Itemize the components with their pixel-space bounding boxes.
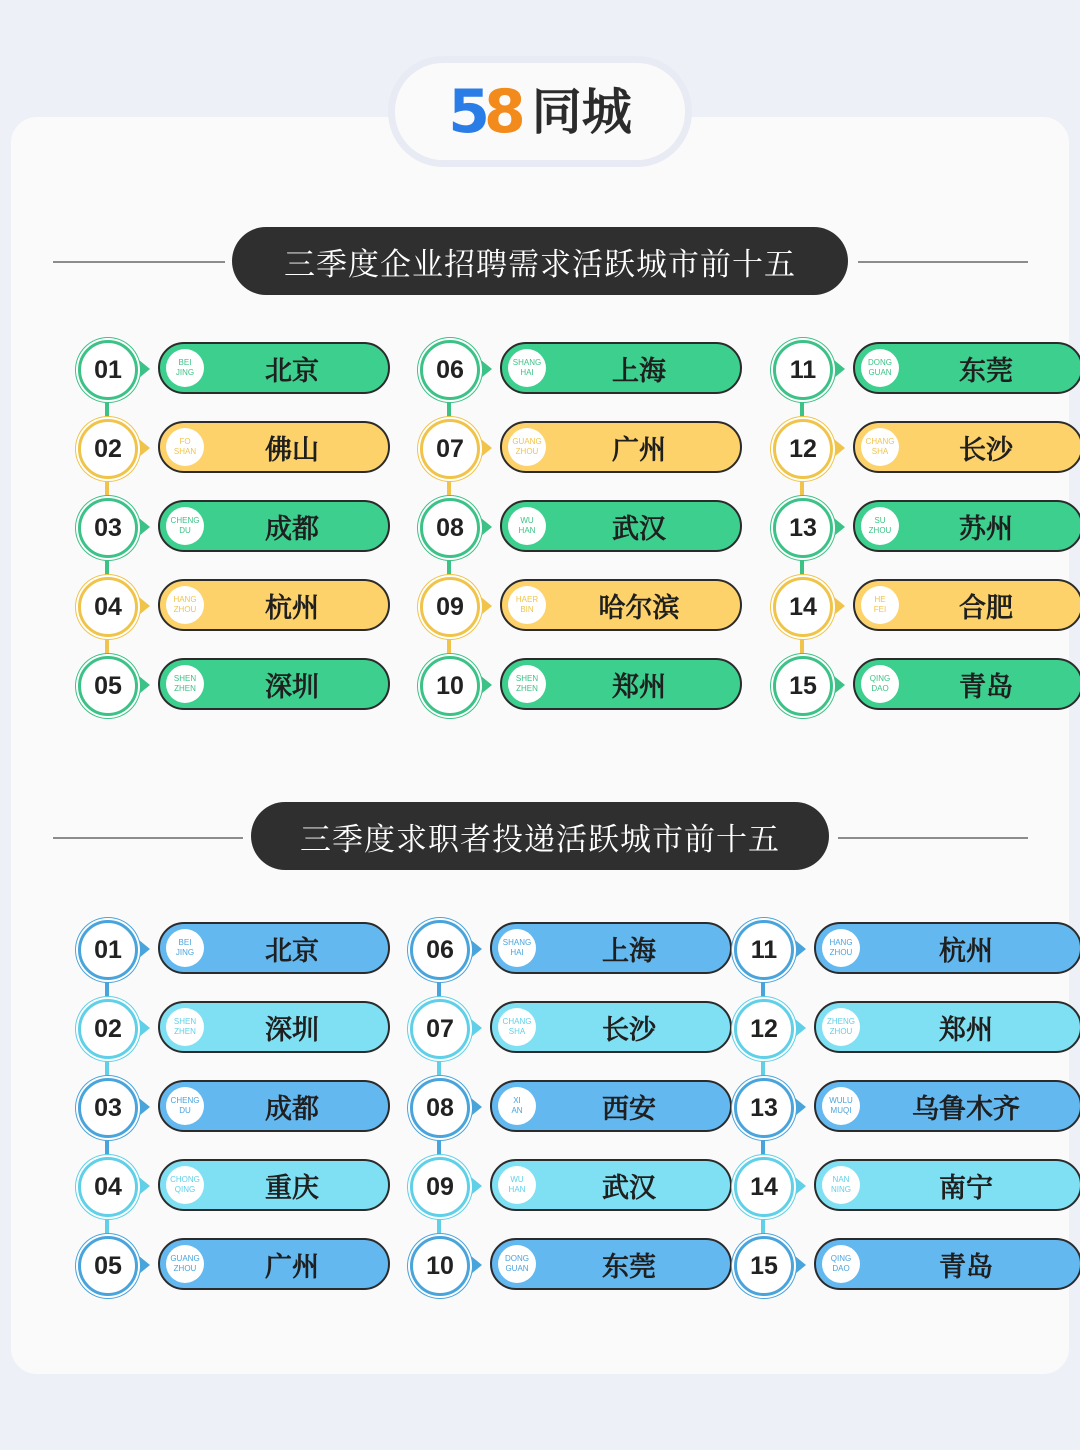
city-name: 佛山 (265, 434, 319, 466)
city-name: 西安 (602, 1093, 656, 1125)
pinyin-syllable: SHA (508, 1027, 526, 1036)
pinyin-syllable: CHENG (170, 1096, 200, 1105)
city-pinyin-badge (861, 349, 899, 387)
rank-pointer-icon (481, 360, 492, 378)
pinyin-syllable: WU (510, 1175, 524, 1184)
city-rank-row (420, 498, 680, 556)
city-pinyin-badge (508, 349, 546, 387)
rank-number-badge: 04 (78, 577, 138, 637)
section1-column-3 (773, 340, 1033, 735)
city-pinyin-badge (166, 507, 204, 545)
rank-number-badge: 09 (420, 577, 480, 637)
city-name: 广州 (265, 1251, 319, 1283)
city-pinyin-badge (861, 507, 899, 545)
rank-number-badge: 09 (410, 1157, 470, 1217)
city-name-pill (158, 1159, 390, 1211)
city-pinyin-badge (498, 1087, 536, 1125)
city-name-pill (158, 1001, 390, 1053)
rank-number-badge: 13 (773, 498, 833, 558)
city-pinyin-badge (508, 428, 546, 466)
pinyin-syllable: GUAN (868, 368, 892, 377)
section1-rule-right (858, 261, 1028, 263)
pinyin-syllable: SHEN (173, 674, 197, 683)
city-rank-row (420, 656, 680, 714)
rank-number-badge: 01 (78, 920, 138, 980)
city-name: 东莞 (959, 355, 1013, 387)
city-rank-row (78, 1236, 338, 1294)
city-name-pill (500, 658, 742, 710)
city-pinyin-badge (166, 1008, 204, 1046)
pinyin-syllable: SHA (871, 447, 889, 456)
city-rank-row (78, 1078, 338, 1136)
pinyin-syllable: NAN (832, 1175, 850, 1184)
city-pinyin-badge (822, 929, 860, 967)
pinyin-syllable: DU (179, 526, 191, 535)
pinyin-syllable: ZHOU (173, 605, 197, 614)
city-name-pill (814, 1001, 1080, 1053)
city-rank-row (734, 920, 994, 978)
rank-number-badge: 05 (78, 1236, 138, 1296)
city-rank-row (410, 1157, 670, 1215)
rank-pointer-icon (139, 1256, 150, 1274)
pinyin-syllable: AN (511, 1106, 523, 1115)
city-name: 长沙 (959, 434, 1013, 466)
pinyin-syllable: SHANG (512, 358, 542, 367)
city-rank-row (410, 1236, 670, 1294)
rank-number-badge: 05 (78, 656, 138, 716)
city-name-pill (158, 922, 390, 974)
city-name: 南宁 (939, 1172, 993, 1204)
rank-number-badge: 10 (420, 656, 480, 716)
logo-digit-eight: 8 (484, 76, 526, 147)
pinyin-syllable: HE (874, 595, 886, 604)
city-name: 哈尔滨 (598, 592, 680, 624)
city-pinyin-badge (498, 1166, 536, 1204)
logo-brand-name: 同城 (531, 82, 632, 141)
rank-pointer-icon (139, 940, 150, 958)
pinyin-syllable: CHONG (170, 1175, 200, 1184)
section2-rule-right (838, 837, 1028, 839)
city-name-pill (853, 658, 1080, 710)
pinyin-syllable: BEI (178, 358, 192, 367)
pinyin-syllable: NING (831, 1185, 851, 1194)
city-rank-row (773, 419, 1033, 477)
city-name-pill (158, 579, 390, 631)
pinyin-syllable: HANG (829, 938, 853, 947)
pinyin-syllable: HAN (508, 1185, 526, 1194)
pinyin-syllable: HANG (173, 595, 197, 604)
section2-column-2 (410, 920, 670, 1315)
city-rank-row (410, 920, 670, 978)
rank-number-badge: 15 (734, 1236, 794, 1296)
city-pinyin-badge (822, 1087, 860, 1125)
city-name-pill (500, 342, 742, 394)
city-rank-row (773, 498, 1033, 556)
pinyin-syllable: FO (179, 437, 191, 446)
city-name: 武汉 (612, 513, 666, 545)
rank-pointer-icon (139, 1098, 150, 1116)
rank-number-badge: 03 (78, 1078, 138, 1138)
city-name: 广州 (612, 434, 666, 466)
city-name: 武汉 (602, 1172, 656, 1204)
rank-pointer-icon (834, 676, 845, 694)
city-name-pill (853, 500, 1080, 552)
city-rank-row (420, 419, 680, 477)
city-rank-row (78, 577, 338, 635)
pinyin-syllable: MUQI (830, 1106, 852, 1115)
city-rank-row (734, 999, 994, 1057)
city-name: 成都 (265, 513, 319, 545)
city-name-pill (853, 421, 1080, 473)
rank-pointer-icon (471, 940, 482, 958)
rank-number-badge: 06 (410, 920, 470, 980)
pinyin-syllable: ZHOU (173, 1264, 197, 1273)
rank-pointer-icon (471, 1019, 482, 1037)
rank-pointer-icon (471, 1098, 482, 1116)
city-pinyin-badge (822, 1008, 860, 1046)
city-name-pill (490, 1159, 732, 1211)
pinyin-syllable: JING (175, 368, 195, 377)
city-name: 郑州 (939, 1014, 993, 1046)
brand-logo (448, 76, 632, 147)
city-name-pill (814, 922, 1080, 974)
rank-pointer-icon (795, 1019, 806, 1037)
section2-column-3 (734, 920, 1020, 1315)
pinyin-syllable: ZHOU (868, 526, 892, 535)
city-name-pill (500, 421, 742, 473)
city-name-pill (853, 342, 1080, 394)
city-name-pill (158, 421, 390, 473)
section1-column-2 (420, 340, 680, 735)
section2-column-1 (78, 920, 338, 1315)
pinyin-syllable: GUAN (505, 1264, 529, 1273)
pinyin-syllable: DAO (871, 684, 889, 693)
city-pinyin-badge (508, 665, 546, 703)
rank-number-badge: 01 (78, 340, 138, 400)
rank-pointer-icon (139, 1177, 150, 1195)
city-name: 青岛 (959, 671, 1013, 703)
city-name: 郑州 (612, 671, 666, 703)
pinyin-syllable: WU (520, 516, 534, 525)
rank-number-badge: 07 (420, 419, 480, 479)
pinyin-syllable: DONG (868, 358, 892, 367)
rank-pointer-icon (471, 1256, 482, 1274)
city-pinyin-badge (166, 1087, 204, 1125)
rank-pointer-icon (795, 1177, 806, 1195)
pinyin-syllable: ZHEN (174, 684, 196, 693)
city-rank-row (78, 999, 338, 1057)
pinyin-syllable: SHANG (502, 938, 532, 947)
rank-pointer-icon (795, 1098, 806, 1116)
city-name: 东莞 (602, 1251, 656, 1283)
brand-logo-badge (395, 63, 685, 160)
rank-pointer-icon (834, 360, 845, 378)
city-pinyin-badge (508, 507, 546, 545)
city-pinyin-badge (498, 929, 536, 967)
pinyin-syllable: SU (874, 516, 886, 525)
pinyin-syllable: ZHEN (516, 684, 538, 693)
city-pinyin-badge (166, 586, 204, 624)
pinyin-syllable: CHANG (502, 1017, 532, 1026)
city-pinyin-badge (498, 1008, 536, 1046)
rank-pointer-icon (139, 360, 150, 378)
city-name: 合肥 (959, 592, 1013, 624)
rank-pointer-icon (481, 518, 492, 536)
city-pinyin-badge (166, 1245, 204, 1283)
pinyin-syllable: SHEN (515, 674, 539, 683)
city-name-pill (490, 1080, 732, 1132)
city-pinyin-badge (166, 428, 204, 466)
pinyin-syllable: HAN (518, 526, 536, 535)
rank-pointer-icon (834, 518, 845, 536)
city-name: 乌鲁木齐 (912, 1093, 1020, 1125)
city-name-pill (158, 1080, 390, 1132)
city-name: 苏州 (959, 513, 1013, 545)
city-name: 上海 (602, 935, 656, 967)
rank-pointer-icon (139, 439, 150, 457)
rank-pointer-icon (481, 676, 492, 694)
city-rank-row (734, 1078, 1020, 1136)
rank-pointer-icon (481, 439, 492, 457)
rank-number-badge: 12 (734, 999, 794, 1059)
city-name-pill (158, 1238, 390, 1290)
city-name: 长沙 (602, 1014, 656, 1046)
city-name: 杭州 (939, 935, 993, 967)
rank-number-badge: 14 (773, 577, 833, 637)
pinyin-syllable: SHEN (173, 1017, 197, 1026)
city-name-pill (814, 1159, 1080, 1211)
city-rank-row (734, 1236, 994, 1294)
city-name-pill (158, 658, 390, 710)
rank-pointer-icon (139, 518, 150, 536)
rank-pointer-icon (834, 439, 845, 457)
rank-pointer-icon (481, 597, 492, 615)
city-rank-row (78, 656, 338, 714)
rank-number-badge: 07 (410, 999, 470, 1059)
rank-number-badge: 15 (773, 656, 833, 716)
pinyin-syllable: XI (513, 1096, 521, 1105)
city-pinyin-badge (166, 349, 204, 387)
city-rank-row (420, 577, 680, 635)
city-name-pill (814, 1238, 1080, 1290)
city-pinyin-badge (166, 1166, 204, 1204)
city-pinyin-badge (861, 428, 899, 466)
pinyin-syllable: QING (830, 1254, 852, 1263)
rank-number-badge: 14 (734, 1157, 794, 1217)
rank-pointer-icon (139, 1019, 150, 1037)
pinyin-syllable: GUANG (512, 437, 542, 446)
rank-number-badge: 04 (78, 1157, 138, 1217)
pinyin-syllable: CHENG (170, 516, 200, 525)
city-name: 北京 (265, 935, 319, 967)
pinyin-syllable: CHANG (865, 437, 895, 446)
city-pinyin-badge (861, 586, 899, 624)
section2-title: 三季度求职者投递活跃城市前十五 (251, 802, 829, 870)
pinyin-syllable: DONG (505, 1254, 529, 1263)
city-rank-row (773, 656, 1033, 714)
city-name: 重庆 (265, 1172, 319, 1204)
pinyin-syllable: ZHOU (515, 447, 539, 456)
rank-pointer-icon (795, 1256, 806, 1274)
rank-number-badge: 10 (410, 1236, 470, 1296)
city-rank-row (78, 498, 338, 556)
pinyin-syllable: DU (179, 1106, 191, 1115)
city-name: 北京 (265, 355, 319, 387)
city-name-pill (490, 1238, 732, 1290)
pinyin-syllable: ZHENG (827, 1017, 855, 1026)
rank-number-badge: 11 (773, 340, 833, 400)
city-name: 成都 (265, 1093, 319, 1125)
city-name-pill (853, 579, 1080, 631)
pinyin-syllable: QING (174, 1185, 196, 1194)
city-pinyin-badge (498, 1245, 536, 1283)
section2-rule-left (53, 837, 243, 839)
rank-number-badge: 02 (78, 999, 138, 1059)
pinyin-syllable: ZHOU (829, 1027, 853, 1036)
city-rank-row (78, 1157, 338, 1215)
rank-pointer-icon (471, 1177, 482, 1195)
section1-column-1 (78, 340, 338, 735)
city-pinyin-badge (861, 665, 899, 703)
pinyin-syllable: SHAN (173, 447, 197, 456)
rank-number-badge: 08 (420, 498, 480, 558)
rank-number-badge: 06 (420, 340, 480, 400)
city-rank-row (78, 340, 338, 398)
city-rank-row (78, 419, 338, 477)
city-name-pill (490, 1001, 732, 1053)
pinyin-syllable: ZHOU (829, 948, 853, 957)
rank-pointer-icon (834, 597, 845, 615)
city-name-pill (500, 579, 742, 631)
city-rank-row (734, 1157, 994, 1215)
pinyin-syllable: DAO (832, 1264, 850, 1273)
section1-title: 三季度企业招聘需求活跃城市前十五 (232, 227, 848, 295)
city-pinyin-badge (166, 929, 204, 967)
rank-number-badge: 03 (78, 498, 138, 558)
city-name: 杭州 (265, 592, 319, 624)
pinyin-syllable: BEI (178, 938, 192, 947)
pinyin-syllable: QING (869, 674, 891, 683)
city-pinyin-badge (822, 1166, 860, 1204)
pinyin-syllable: ZHEN (174, 1027, 196, 1036)
city-name: 青岛 (939, 1251, 993, 1283)
rank-number-badge: 13 (734, 1078, 794, 1138)
section1-rule-left (53, 261, 225, 263)
rank-pointer-icon (795, 940, 806, 958)
city-rank-row (410, 999, 670, 1057)
city-rank-row (410, 1078, 670, 1136)
pinyin-syllable: HAI (510, 948, 524, 957)
city-rank-row (773, 577, 1033, 635)
city-pinyin-badge (508, 586, 546, 624)
city-name-pill (814, 1080, 1080, 1132)
city-name-pill (158, 342, 390, 394)
city-rank-row (78, 920, 338, 978)
rank-number-badge: 11 (734, 920, 794, 980)
rank-pointer-icon (139, 597, 150, 615)
pinyin-syllable: HAI (520, 368, 534, 377)
pinyin-syllable: HAER (515, 595, 539, 604)
city-name: 深圳 (265, 671, 319, 703)
rank-pointer-icon (139, 676, 150, 694)
city-pinyin-badge (166, 665, 204, 703)
city-name: 深圳 (265, 1014, 319, 1046)
pinyin-syllable: WULU (829, 1096, 853, 1105)
city-name-pill (490, 922, 732, 974)
city-name-pill (158, 500, 390, 552)
city-rank-row (420, 340, 680, 398)
pinyin-syllable: FEI (873, 605, 887, 614)
city-name-pill (500, 500, 742, 552)
city-rank-row (773, 340, 1033, 398)
rank-number-badge: 02 (78, 419, 138, 479)
rank-number-badge: 08 (410, 1078, 470, 1138)
pinyin-syllable: BIN (520, 605, 534, 614)
city-name: 上海 (612, 355, 666, 387)
logo-digit-five: 5 (448, 76, 484, 147)
city-pinyin-badge (822, 1245, 860, 1283)
pinyin-syllable: GUANG (170, 1254, 200, 1263)
rank-number-badge: 12 (773, 419, 833, 479)
pinyin-syllable: JING (175, 948, 195, 957)
